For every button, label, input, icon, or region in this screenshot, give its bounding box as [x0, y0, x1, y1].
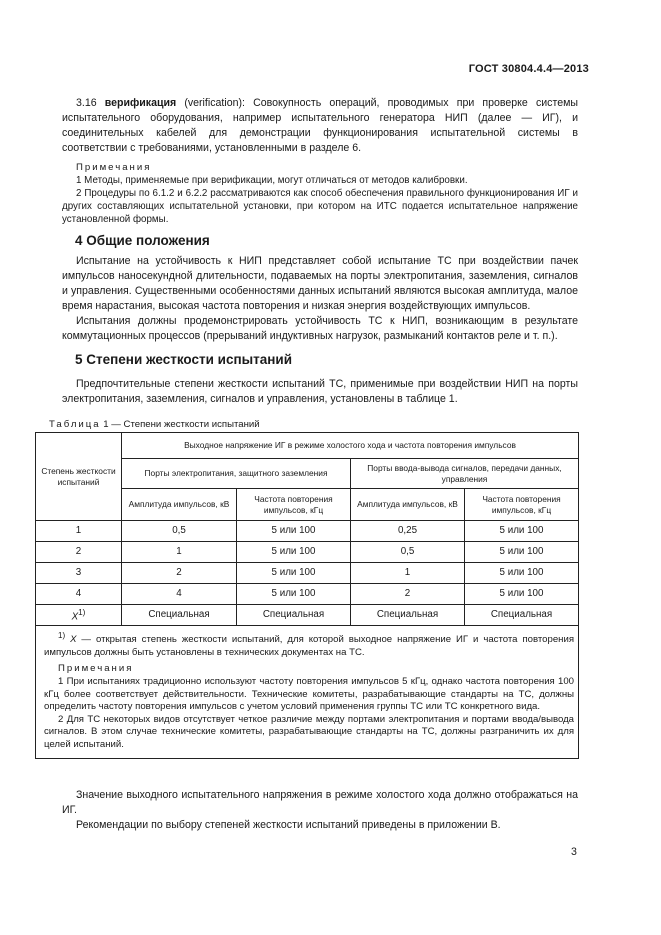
level-cell: 1 — [36, 521, 122, 542]
table-row — [36, 584, 579, 605]
amplitude-power-cell: 2 — [122, 563, 237, 584]
frequency-power-cell: 5 или 100 — [237, 542, 351, 563]
after-table-paragraph-1: Значение выходного испытательного напряжения в режиме холостого хода должно отображаться на ИГ. — [62, 789, 578, 816]
frequency-signal-cell: 5 или 100 — [465, 584, 579, 605]
section-4-body — [62, 254, 578, 344]
frequency-signal-cell: 5 или 100 — [465, 521, 579, 542]
level-x-letter: X — [71, 610, 79, 622]
amplitude-signal-cell: Специальная — [351, 605, 465, 626]
table-caption — [49, 419, 260, 430]
col-header-power-ports: Порты электропитания, защитного заземления — [122, 459, 351, 489]
level-cell-special — [36, 605, 122, 626]
section-3-16 — [62, 96, 578, 226]
table-row-special — [36, 605, 579, 626]
table-row — [36, 563, 579, 584]
section-5-heading: 5 Степени жесткости испытаний — [75, 352, 293, 367]
note-2: 2 Процедуры по 6.1.2 и 6.2.2 рассматриваются как способ обеспечения правильного функционирования ИГ и других составляющих испытательной установки, при котором на ИТС подается испытательное напряжение установленной формы. — [62, 188, 578, 225]
table-footnotes-row — [36, 626, 579, 759]
section-4-paragraph-2: Испытания должны продемонстрировать устойчивость ТС к НИП, возникающим в результате коммутационных процессов (прерываний индуктивных нагрузок, размыканий контактов реле и т. п.). — [62, 315, 578, 342]
frequency-signal-cell: Специальная — [465, 605, 579, 626]
notes-title: Примечания — [76, 162, 152, 173]
frequency-power-cell: 5 или 100 — [237, 563, 351, 584]
frequency-power-cell: 5 или 100 — [237, 521, 351, 542]
footnote-marker: 1) — [58, 631, 66, 640]
footnote-text: — открытая степень жесткости испытаний, для которой выходное напряжение ИГ и частота повторения импульсов должны быть установлены в технических документах на ТС. — [44, 634, 575, 658]
section-4-heading: 4 Общие положения — [75, 233, 210, 248]
amplitude-signal-cell: 1 — [351, 563, 465, 584]
amplitude-power-cell: Специальная — [122, 605, 237, 626]
col-header-amplitude-power: Амплитуда импульсов, кВ — [122, 489, 237, 521]
amplitude-power-cell: 0,5 — [122, 521, 237, 542]
footnote-ref: 1) — [78, 607, 86, 617]
level-cell: 4 — [36, 584, 122, 605]
table-notes-title: Примечания — [58, 663, 134, 675]
level-cell: 3 — [36, 563, 122, 584]
section-5-intro: Предпочтительные степени жесткости испытаний ТС, применимые при воздействии НИП на порты электропитания, заземления, сигналов и управления, установлены в таблице 1. — [62, 378, 578, 405]
col-header-amplitude-signal: Амплитуда импульсов, кВ — [351, 489, 465, 521]
col-header-frequency-power: Частота повторения импульсов, кГц — [237, 489, 351, 521]
footnote-1 — [44, 630, 574, 659]
term: верификация — [104, 97, 177, 109]
amplitude-power-cell: 1 — [122, 542, 237, 563]
level-cell: 2 — [36, 542, 122, 563]
col-header-level: Степень жесткости испытаний — [36, 433, 122, 521]
note-1: 1 Методы, применяемые при верификации, могут отличаться от методов калибровки. — [76, 175, 468, 186]
clause-number: 3.16 — [76, 97, 97, 109]
definition-text: (verification): Совокупность операций, проводимых при проверке системы испытательного оборудования, например испытательного генератора НИП (далее — ИГ), и соединительных кабелей для демонстрации функционирования испытательной системы в соответствии с требованиями, установленными в разделе 6. — [62, 97, 578, 154]
footnote-x: X — [70, 634, 77, 646]
frequency-signal-cell: 5 или 100 — [465, 542, 579, 563]
amplitude-signal-cell: 2 — [351, 584, 465, 605]
frequency-power-cell: Специальная — [237, 605, 351, 626]
amplitude-signal-cell: 0,5 — [351, 542, 465, 563]
col-header-signal-ports: Порты ввода-вывода сигналов, передачи данных, управления — [351, 459, 579, 489]
standard-header: ГОСТ 30804.4.4—2013 — [468, 63, 589, 75]
section-5-body — [62, 377, 578, 407]
frequency-signal-cell: 5 или 100 — [465, 563, 579, 584]
frequency-power-cell: 5 или 100 — [237, 584, 351, 605]
table-caption-text: 1 — Степени жесткости испытаний — [100, 419, 260, 430]
severity-levels-table — [35, 432, 579, 759]
page-number: 3 — [571, 846, 577, 858]
definition-3-16 — [62, 96, 578, 156]
table-footnotes — [36, 626, 579, 759]
col-header-frequency-signal: Частота повторения импульсов, кГц — [465, 489, 579, 521]
amplitude-signal-cell: 0,25 — [351, 521, 465, 542]
section-4-paragraph-1: Испытание на устойчивость к НИП представляет собой испытание ТС при воздействии пачек импульсов наносекундной длительности, подаваемых на порты электропитания, заземления, сигналов и управления. Существенными особенностями данных испытаний являются высокая амплитуда, малое время нарастания, высокая частота повторения и низкая энергия воздействующих импульсов. — [62, 255, 578, 312]
col-header-group: Выходное напряжение ИГ в режиме холостого хода и частота повторения импульсов — [122, 433, 579, 459]
table-row — [36, 521, 579, 542]
after-table-paragraph-2: Рекомендации по выбору степеней жесткости испытаний приведены в приложении В. — [76, 819, 501, 831]
table-caption-label: Таблица — [49, 419, 101, 430]
table-row — [36, 542, 579, 563]
table-note-2: 2 Для ТС некоторых видов отсутствует четкое различие между портами электропитания и портами ввода/вывода сигналов. В этом случае технические комитеты, разрабатывающие стандарты на ТС, должны разграничить их для целей испытаний. — [44, 713, 575, 750]
after-table-text — [62, 788, 578, 833]
table-note-1: 1 При испытаниях традиционно используют частоту повторения импульсов 5 кГц, однако частота повторения 100 кГц более соответствует действительности. Технические комитеты, разрабатывающие стандарты на ТС, должны определить частоту повторения импульсов с учетом условий применения группы ТС или ТС конкретного вида. — [44, 675, 575, 713]
amplitude-power-cell: 4 — [122, 584, 237, 605]
